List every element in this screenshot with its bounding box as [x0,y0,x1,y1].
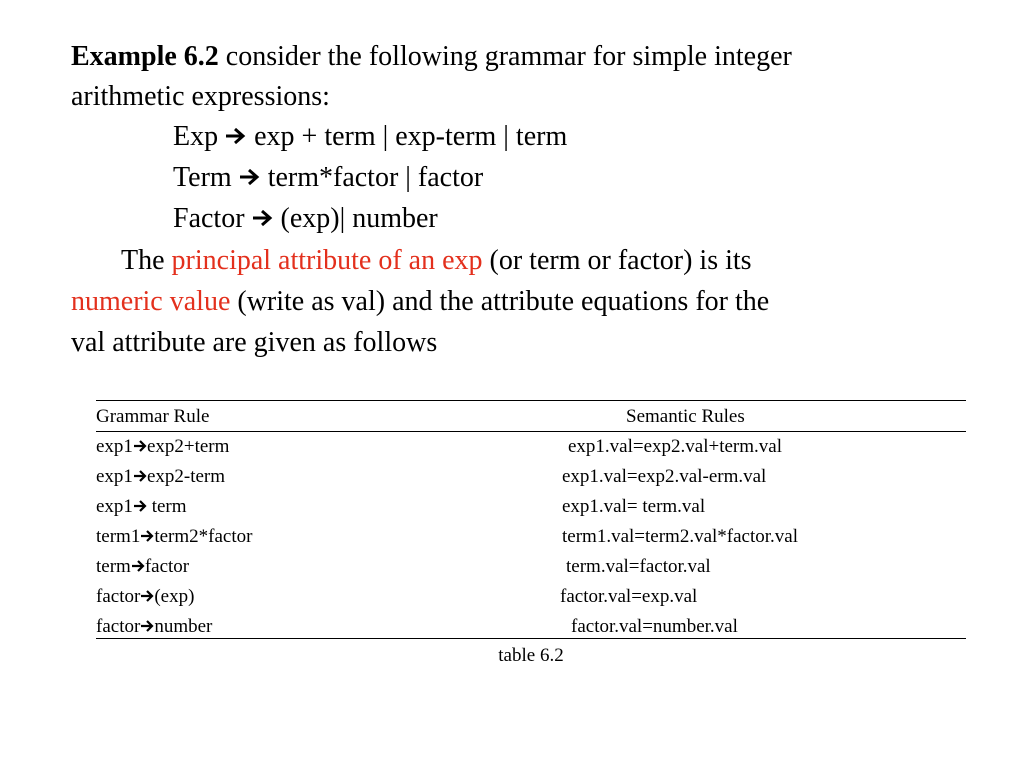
table-row [96,555,189,579]
grammar-production-exp [173,117,1024,157]
body-text: (write as val) and the attribute equations for the [230,286,770,317]
right-arrow-icon [140,589,154,603]
intro-line-1-text: consider the following grammar for simple integer [218,41,792,72]
rule-rhs: number [154,616,213,637]
table-caption: table 6.2 [498,645,564,666]
rule-rhs: factor [144,556,190,577]
table-row [96,615,212,639]
table-header-rule [96,431,966,432]
grammar-production-factor [173,199,1024,239]
right-arrow-icon [239,167,261,187]
table-bottom-rule [96,638,966,639]
intro-line-1 [71,37,971,77]
right-arrow-icon [133,499,147,513]
header-semantic-rules: Semantic Rules [626,406,745,427]
semantic-rule: term.val=factor.val [566,556,711,577]
right-arrow-icon [131,559,145,573]
grammar-production-term [173,158,1024,198]
rule-rhs: exp2-term [146,466,226,487]
right-arrow-icon [225,126,247,146]
semantic-rule: exp1.val=exp2.val-erm.val [562,466,767,487]
header-grammar-rule: Grammar Rule [96,406,210,427]
highlight-principal-attribute: principal attribute of an exp [171,245,483,276]
production-lhs: Factor [173,203,245,234]
rule-lhs: term1 [96,526,141,547]
semantic-rule: exp1.val= term.val [562,496,706,517]
production-rhs: exp + term | exp-term | term [254,121,568,152]
table-top-rule [96,400,966,401]
table-row [96,495,187,519]
rule-lhs: factor [96,616,141,637]
rule-rhs: term [146,496,187,517]
rule-lhs: exp1 [96,496,133,517]
production-lhs: Term [173,162,232,193]
body-line-3: val attribute are given as follows [71,327,438,358]
table-row [96,585,194,609]
right-arrow-icon [140,619,154,633]
body-text: (or term or factor) is its [482,245,752,276]
rule-rhs: exp2+term [146,436,230,457]
semantic-rule: term1.val=term2.val*factor.val [562,526,798,547]
rule-lhs: exp1 [96,466,133,487]
body-text: The [121,245,172,276]
example-title: Example 6.2 [71,41,219,72]
right-arrow-icon [133,469,147,483]
rule-rhs: term2*factor [154,526,253,547]
right-arrow-icon [140,529,154,543]
right-arrow-icon [252,208,274,228]
semantic-rule: factor.val=number.val [571,616,738,637]
semantic-rule: exp1.val=exp2.val+term.val [568,436,783,457]
right-arrow-icon [133,439,147,453]
production-rhs: term*factor | factor [267,162,484,193]
body-line-1 [121,241,1021,281]
table-row [96,465,225,489]
table-row [96,525,252,549]
rule-rhs: (exp) [154,586,195,607]
production-lhs: Exp [173,121,219,152]
rule-lhs: exp1 [96,436,133,457]
highlight-numeric-value: numeric value [71,286,231,317]
body-line-2 [71,282,971,322]
semantic-rule: factor.val=exp.val [560,586,698,607]
production-rhs: (exp)| number [280,203,438,234]
table-row [96,435,229,459]
rule-lhs: factor [96,586,141,607]
intro-line-2: arithmetic expressions: [71,81,330,112]
rule-lhs: term [96,556,131,577]
